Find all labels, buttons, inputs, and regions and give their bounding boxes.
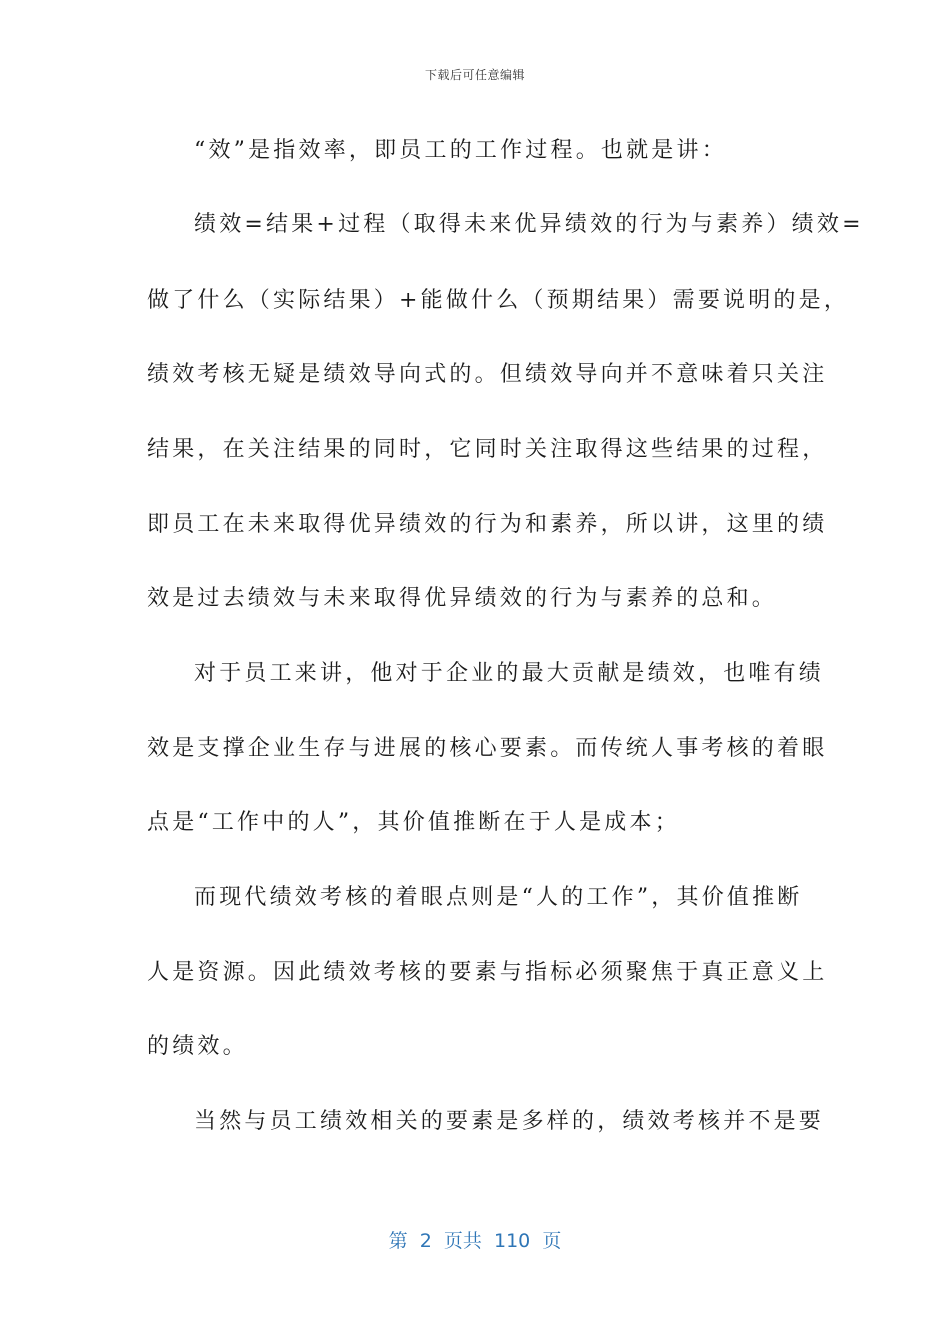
body-line: 点是“工作中的人”，其价值推断在于人是成本； [147,810,680,835]
body-line: “效”是指效率，即员工的工作过程。也就是讲： [194,138,727,163]
body-line: 人是资源。因此绩效考核的要素与指标必须聚焦于真正意义上 [147,960,828,985]
header-note: 下载后可任意编辑 [424,68,525,82]
body-line: 而现代绩效考核的着眼点则是“人的工作”，其价值推断 [194,885,803,910]
body-line: 的绩效。 [147,1034,248,1059]
page-number-footer: 第 2 页共 110 页 [388,1230,562,1252]
body-line: 效是支撑企业生存与进展的核心要素。而传统人事考核的着眼 [147,736,828,761]
body-line: 效是过去绩效与未来取得优异绩效的行为与素养的总和。 [147,586,778,611]
body-line: 当然与员工绩效相关的要素是多样的，绩效考核并不是要 [194,1109,825,1134]
body-line: 绩效=结果+过程（取得未来优异绩效的行为与素养）绩效= [194,212,864,237]
body-line: 对于员工来讲，他对于企业的最大贡献是绩效，也唯有绩 [194,661,825,686]
body-line: 结果，在关注结果的同时，它同时关注取得这些结果的过程， [147,437,828,462]
body-line: 即员工在未来取得优异绩效的行为和素养，所以讲，这里的绩 [147,512,828,537]
body-line: 绩效考核无疑是绩效导向式的。但绩效导向并不意味着只关注 [147,362,828,387]
body-line: 做了什么（实际结果）+能做什么（预期结果）需要说明的是， [147,288,850,313]
